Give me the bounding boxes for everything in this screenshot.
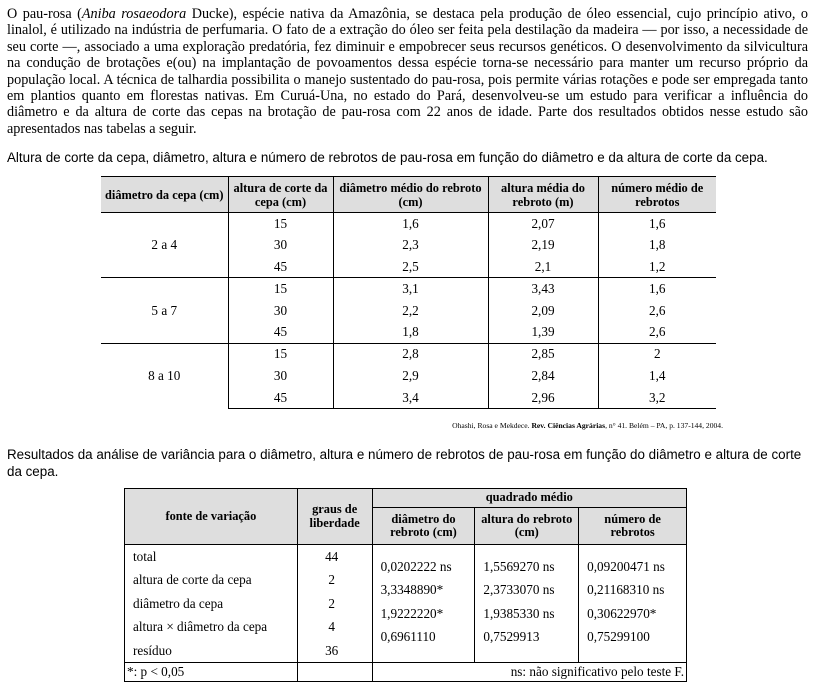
cell-numero: 1,4	[598, 365, 716, 387]
cell-diametro: 2,9	[333, 365, 488, 387]
cell-numero: 1,2	[598, 256, 716, 278]
cell-altura-corte: 15	[228, 278, 333, 300]
cell-numero: 2	[598, 343, 716, 365]
cell-altura: 1,39	[488, 321, 598, 343]
cell-altura-corte: 30	[228, 365, 333, 387]
header-numero-rebrotos: número de rebrotos	[579, 508, 687, 545]
graus-liberdade-column	[297, 545, 372, 663]
table-row	[101, 343, 716, 365]
footnote-ns: ns: não significativo pelo teste F.	[372, 662, 686, 681]
list-item: 3,3348890*	[380, 582, 444, 598]
footnote-significance: *: p < 0,05	[125, 662, 298, 681]
list-item: diâmetro da cepa	[133, 595, 224, 611]
cell-numero: 1,6	[598, 278, 716, 300]
intro-text-body: Ducke), espécie nativa da Amazônia, se destaca pela produção de óleo essencial, cujo princípio ativo, o linalol, é utilizado na indústria de perfumaria. O fato de a extração do óleo ser feita pela destilação da madeira — por isso, a necessidade de seu corte —, associado a uma exploração predatória, fez diminuir e empobrecer seus recursos genéticos. O desenvolvimento da silvicultura na condução de brotações e(ou) na implantação de povoamentos dessa espécie torna-se necessário para manter um recurso próprio da população local. A técnica de talhardia possibilita o manejo sustentado do pau-rosa, pois permite várias rotações e pode ser empregada tanto em plantios quanto em florestas nativas. Em Curuá-Una, no estado do Pará, desenvolveu-se um estudo para verificar a influência do diâmetro e da altura de corte das cepas na brotação de pau-rosa com 22 anos de idade. Parte dos resultados obtidos nesse estudo são apresentados nas tabelas a seguir.	[7, 6, 808, 137]
list-item: 0,0202222 ns	[380, 559, 452, 574]
table1-header-row	[101, 177, 716, 213]
list-item: 1,5569270 ns	[483, 559, 555, 574]
list-item: altura de corte da cepa	[133, 572, 252, 588]
header-graus-liberdade: graus de liberdade	[297, 489, 372, 545]
intro-paragraph	[7, 6, 808, 137]
cell-altura-corte: 30	[228, 234, 333, 256]
list-item: 0,6961110	[380, 629, 436, 645]
header-quadrado-medio: quadrado médio	[372, 489, 686, 508]
cell-numero: 1,8	[598, 234, 716, 256]
table2-caption: Resultados da análise de variância para o diâmetro, altura e número de rebrotos de pau-rosa em função do diâmetro e altura de corte da cepa.	[7, 447, 802, 479]
group-label: 8 a 10	[101, 343, 228, 408]
table2-anova	[124, 488, 687, 682]
citation-details: , n° 41. Belém – PA, p. 137-144, 2004.	[605, 421, 723, 430]
cell-altura-corte: 45	[228, 256, 333, 278]
list-item: 2	[328, 595, 335, 611]
cell-numero: 3,2	[598, 387, 716, 409]
cell-diametro: 2,2	[333, 300, 488, 322]
table1-caption: Altura de corte da cepa, diâmetro, altura e número de rebrotos de pau-rosa em função do diâmetro e da altura de corte da cepa.	[7, 150, 768, 165]
list-item: 1,9385330 ns	[483, 605, 555, 621]
cell-numero: 2,6	[598, 300, 716, 322]
cell-altura: 2,19	[488, 234, 598, 256]
cell-altura-corte: 30	[228, 300, 333, 322]
list-item: altura × diâmetro da cepa	[133, 619, 268, 635]
cell-altura-corte: 15	[228, 213, 333, 235]
cell-altura: 2,96	[488, 387, 598, 409]
cell-altura: 2,1	[488, 256, 598, 278]
footnote-spacer	[297, 662, 372, 681]
species-name: Aniba rosaeodora	[81, 6, 187, 22]
cell-altura-corte: 45	[228, 321, 333, 343]
cell-diametro: 3,1	[333, 278, 488, 300]
group-label: 5 a 7	[101, 278, 228, 343]
cell-altura: 2,84	[488, 365, 598, 387]
list-item: total	[133, 549, 157, 564]
table1-rebrotos	[101, 176, 716, 409]
cell-altura: 3,43	[488, 278, 598, 300]
fonte-variacao-column	[125, 545, 298, 663]
table2-header-row-top	[125, 489, 687, 508]
list-item: 2	[328, 572, 335, 588]
cell-diametro: 2,8	[333, 343, 488, 365]
header-diametro-cepa: diâmetro da cepa (cm)	[101, 177, 228, 213]
list-item: 0,30622970*	[587, 605, 657, 621]
table-row	[101, 278, 716, 300]
list-item: 36	[325, 642, 339, 658]
cell-altura: 2,07	[488, 213, 598, 235]
diametro-column	[372, 545, 475, 663]
header-altura-rebroto: altura média do rebroto (m)	[488, 177, 598, 213]
cell-numero: 1,6	[598, 213, 716, 235]
cell-diametro: 1,8	[333, 321, 488, 343]
header-altura-rebroto: altura do rebroto (cm)	[475, 508, 579, 545]
list-item: 44	[325, 549, 339, 564]
cell-diametro: 2,3	[333, 234, 488, 256]
citation-authors: Ohashi, Rosa e Mekdece.	[452, 421, 532, 430]
cell-diametro: 3,4	[333, 387, 488, 409]
list-item: 4	[328, 619, 335, 635]
table1-source-citation	[383, 421, 723, 431]
list-item: 1,9222220*	[380, 605, 444, 621]
list-item: 2,3733070 ns	[483, 582, 555, 598]
header-diametro-rebroto: diâmetro do rebroto (cm)	[372, 508, 475, 545]
cell-altura-corte: 45	[228, 387, 333, 409]
intro-text-start: O pau-rosa (	[7, 6, 82, 22]
cell-altura-corte: 15	[228, 343, 333, 365]
header-diametro-rebroto: diâmetro médio do rebroto (cm)	[333, 177, 488, 213]
header-fonte-variacao: fonte de variação	[125, 489, 298, 545]
cell-diametro: 2,5	[333, 256, 488, 278]
group-label: 2 a 4	[101, 213, 228, 278]
list-item: 0,75299100	[587, 629, 650, 645]
cell-numero: 2,6	[598, 321, 716, 343]
table2-body	[125, 545, 687, 663]
list-item: 0,21168310 ns	[587, 582, 665, 598]
cell-diametro: 1,6	[333, 213, 488, 235]
list-item: 0,7529913	[483, 629, 540, 645]
table2-footnote-row	[125, 662, 687, 681]
header-numero-rebrotos: número médio de rebrotos	[598, 177, 716, 213]
numero-column	[579, 545, 687, 663]
cell-altura: 2,09	[488, 300, 598, 322]
header-altura-corte: altura de corte da cepa (cm)	[228, 177, 333, 213]
list-item: resíduo	[133, 642, 172, 658]
list-item: 0,09200471 ns	[587, 559, 665, 574]
citation-journal: Rev. Ciências Agrárias	[531, 421, 606, 430]
altura-column	[475, 545, 579, 663]
table-row	[101, 213, 716, 235]
cell-altura: 2,85	[488, 343, 598, 365]
